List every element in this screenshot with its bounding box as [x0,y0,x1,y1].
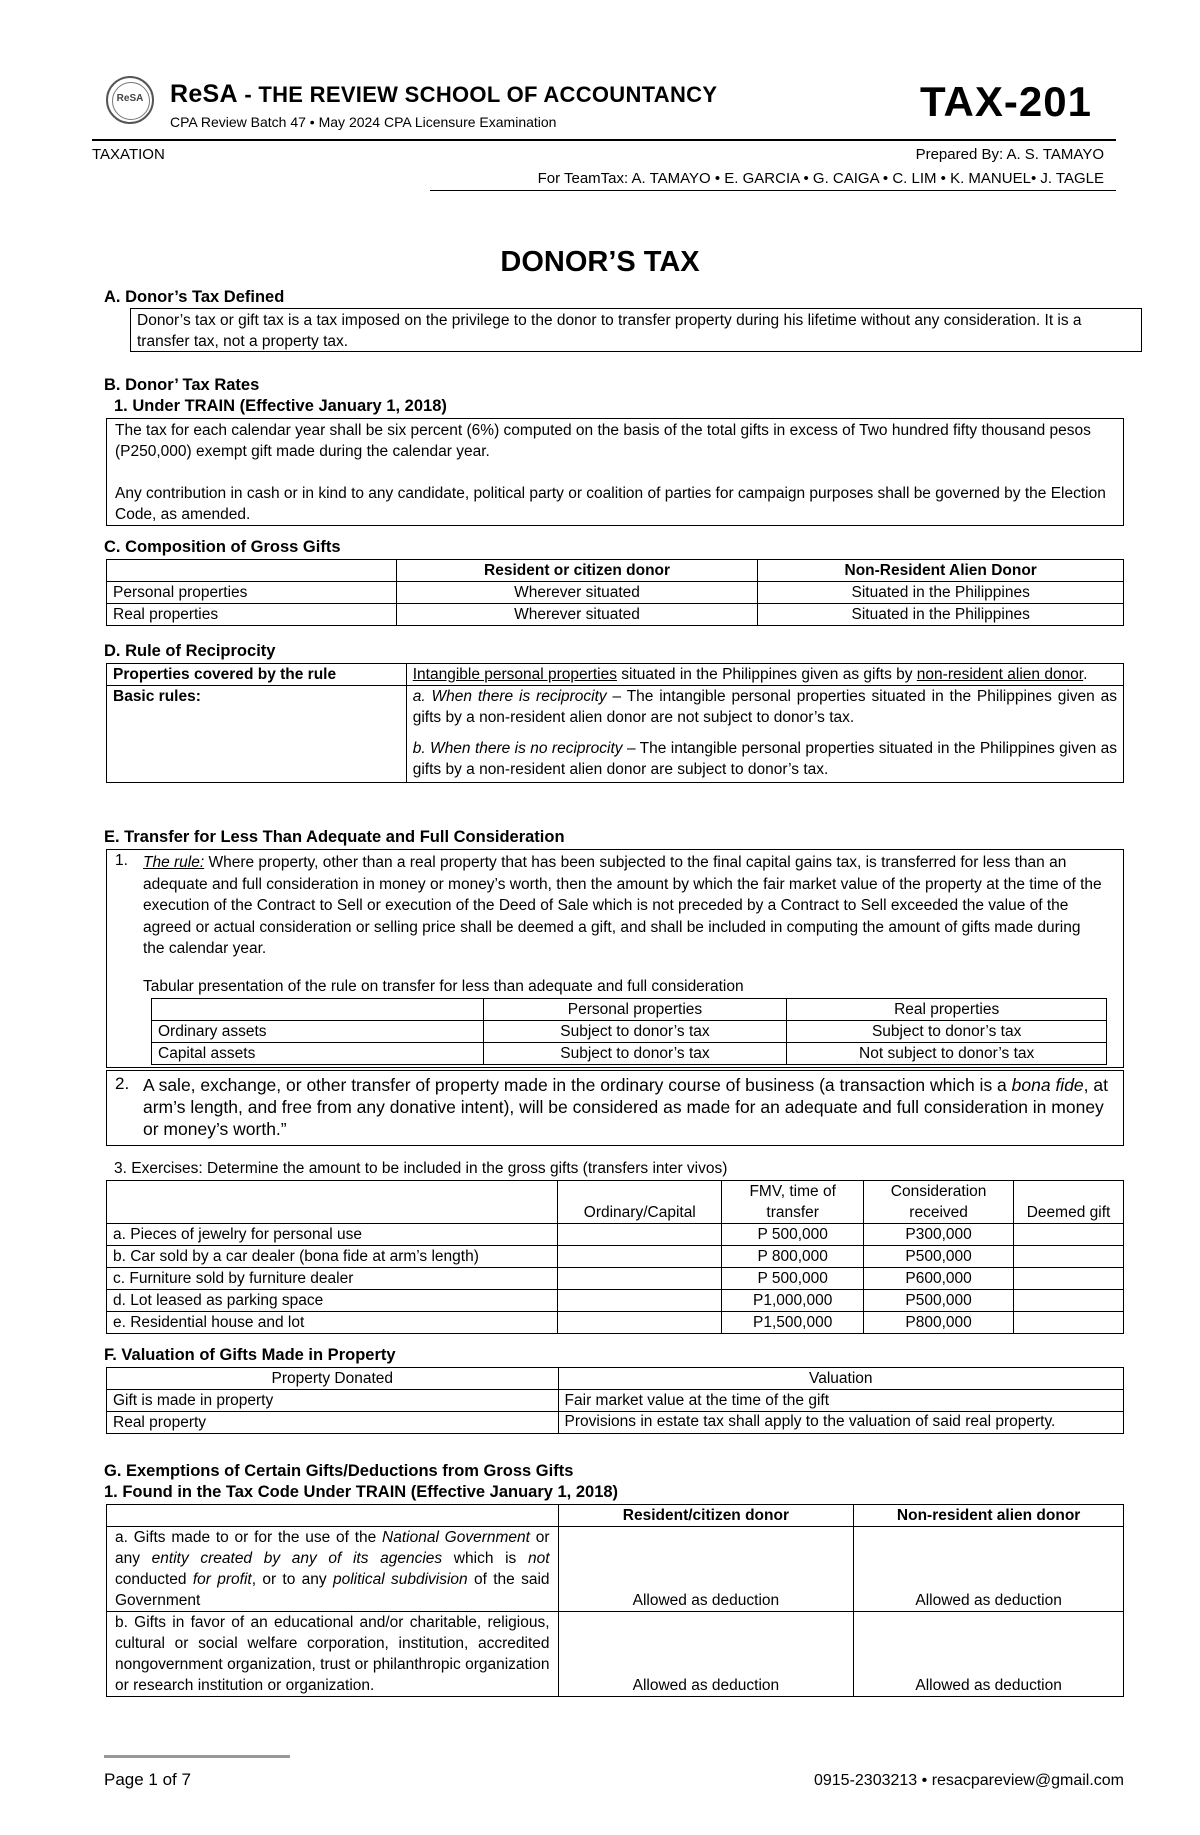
item2-number: 2. [115,1074,130,1093]
item2-body [143,1074,1115,1140]
school-brand: ReSA [170,80,238,108]
subject-label: TAXATION [92,146,165,163]
table-cell: Ordinary/Capital [558,1181,722,1224]
table-cell: Subject to donor’s tax [483,1021,787,1043]
table-row [107,1390,1124,1412]
table-cell: Deemed gift [1014,1181,1124,1224]
table-row [107,1312,1124,1334]
table-cell: P500,000 [864,1290,1014,1312]
table-cell[interactable] [1014,1268,1124,1290]
section-a-box [130,308,1142,352]
contact-info: 0915-2303213 • resacpareview@gmail.com [813,1772,1124,1789]
item2-pre: A sale, exchange, or other transfer of property made in the ordinary course of business (a transaction which is a [143,1075,1012,1095]
table-row [107,1246,1124,1268]
row-a-part: not [527,1550,550,1567]
table-cell: Valuation [558,1368,1123,1390]
table-cell: Allowed as deduction [854,1612,1124,1697]
team-list: For TeamTax: A. TAMAYO • E. GARCIA • G. CAIGA • C. LIM • K. MANUEL• J. TAGLE [537,170,1104,187]
table-cell: P600,000 [864,1268,1014,1290]
table-cell: Consideration received [864,1181,1014,1224]
row-a-part: or any [115,1529,550,1567]
reciprocity-covered-cell [406,664,1123,686]
page-number: Page 1 of 7 [104,1770,191,1789]
school-name [170,80,717,109]
valuation-table [106,1367,1124,1434]
table-cell[interactable] [1014,1290,1124,1312]
table-row [107,1268,1124,1290]
reciprocity-rules-cell [406,686,1123,783]
section-d-heading: D. Rule of Reciprocity [104,642,276,660]
table-cell: P1,500,000 [722,1312,864,1334]
covered-end: . [1083,666,1088,683]
table-cell: Personal properties [107,582,397,604]
reciprocity-label-covered: Properties covered by the rule [107,664,407,686]
gross-gifts-header-resident: Resident or citizen donor [396,560,758,582]
covered-underlined: Intangible personal properties [412,666,617,683]
table-cell[interactable] [1014,1312,1124,1334]
section-e-heading: E. Transfer for Less Than Adequate and Full Consideration [104,828,565,846]
team-rule [430,190,1116,191]
gross-gifts-header-blank [107,560,397,582]
table-cell: FMV, time of transfer [722,1181,864,1224]
table-row [107,1527,1124,1612]
table-cell: Real property [107,1412,559,1434]
table-cell[interactable] [558,1290,722,1312]
table-row [152,1043,1107,1065]
transfer-rule-table [151,998,1107,1065]
table-cell: Allowed as deduction [558,1612,854,1697]
section-b-para1: The tax for each calendar year shall be six percent (6%) computed on the basis of the total gifts in excess of Two hundred fifty thousand pesos (P250,000) exempt gift made during the calendar year. [115,422,1091,460]
row-a-part: entity created by any of its agencies [151,1550,443,1567]
table-cell: Ordinary assets [152,1021,484,1043]
table-cell: P300,000 [864,1224,1014,1246]
covered-mid: situated in the Philippines given as gifts by [616,666,917,683]
table-cell: Resident/citizen donor [558,1505,854,1527]
reciprocity-table [106,663,1124,783]
table-cell: Non-resident alien donor [854,1505,1124,1527]
exemptions-table [106,1504,1124,1697]
table-cell: P800,000 [864,1312,1014,1334]
table-cell: e. Residential house and lot [107,1312,558,1334]
item1-number: 1. [115,852,128,869]
rule-a-text: – The intangible personal properties situated in the Philippines given as gifts by a non-resident alien donor are not subject to donor’s tax. [412,688,1117,726]
table-cell: Provisions in estate tax shall apply to the valuation of said real property. [558,1412,1123,1434]
table-cell: P 500,000 [722,1224,864,1246]
section-b-sub1: 1. Under TRAIN (Effective January 1, 2018) [114,397,447,415]
section-a-heading: A. Donor’s Tax Defined [104,288,285,306]
table-cell [107,1181,558,1224]
tab-caption: Tabular presentation of the rule on transfer for less than adequate and full consideration [143,978,744,995]
footer-rule [104,1755,290,1758]
table-cell: Allowed as deduction [854,1527,1124,1612]
section-c-heading: C. Composition of Gross Gifts [104,538,341,556]
prepared-by: Prepared By: A. S. TAMAYO [915,146,1104,163]
row-a-part: political subdivision [332,1571,468,1588]
table-cell: b. Car sold by a car dealer (bona fide at arm’s length) [107,1246,558,1268]
table-cell[interactable] [558,1312,722,1334]
table-cell[interactable] [558,1224,722,1246]
table-cell: Wherever situated [396,582,758,604]
table-row [107,1224,1124,1246]
row-a-part: conducted [115,1571,193,1588]
course-code: TAX-201 [920,78,1092,125]
table-cell: Personal properties [483,999,787,1021]
table-cell: Property Donated [107,1368,559,1390]
table-cell: Not subject to donor’s tax [787,1043,1107,1065]
table-cell: Subject to donor’s tax [483,1043,787,1065]
row-a-part: which is [442,1550,528,1567]
school-logo [106,76,154,124]
row-a-part: National Government [382,1529,530,1546]
row-a-part: for profit [192,1571,252,1588]
item1-text: Where property, other than a real property that has been subjected to the final capital gains tax, is transferred for less than an adequate and full consideration in money or money’s worth, then the amount by which the fair market value of the property at the time of the execution of the Contract to Sell or execution of the Deed of Sale which is not preceded by a Contract to Sell exceeded the value of the agreed or actual consideration or selling price shall be deemed a gift, and shall be included in computing the amount of gifts made during the calendar year. [143,854,1102,957]
table-cell: Gift is made in property [107,1390,559,1412]
header-rule [92,139,1116,141]
table-cell: Real properties [107,604,397,626]
section-a-text: Donor’s tax or gift tax is a tax imposed on the privilege to the donor to transfer property during his lifetime without any consideration. It is a transfer tax, not a property tax. [137,312,1082,350]
table-cell: Fair market value at the time of the gift [558,1390,1123,1412]
section-b-box [106,418,1124,526]
page-title: DONOR’S TAX [500,246,700,278]
section-f-heading: F. Valuation of Gifts Made in Property [104,1346,396,1364]
table-cell: a. Pieces of jewelry for personal use [107,1224,558,1246]
table-cell[interactable] [1014,1246,1124,1268]
row-a-part: a. Gifts made to or for the use of the [115,1529,383,1546]
table-cell[interactable] [1014,1224,1124,1246]
table-row [107,604,1124,626]
rule-a-label: a. When there is reciprocity [412,688,607,705]
item1-body [143,852,1103,960]
exemption-a-text [107,1527,559,1612]
section-b-heading: B. Donor’ Tax Rates [104,376,260,394]
table-cell: P500,000 [864,1246,1014,1268]
school-name-text: - THE REVIEW SCHOOL OF ACCOUNTANCY [244,82,718,107]
table-cell[interactable] [558,1246,722,1268]
table-cell: c. Furniture sold by furniture dealer [107,1268,558,1290]
table-cell: P 500,000 [722,1268,864,1290]
section-e-box-2 [106,1070,1124,1146]
table-row [152,1021,1107,1043]
table-cell: P1,000,000 [722,1290,864,1312]
section-e-box-1 [106,849,1124,1068]
section-g-heading: G. Exemptions of Certain Gifts/Deductions from Gross Gifts [104,1462,574,1480]
covered-underlined-2: non-resident alien donor [916,666,1084,683]
table-cell: d. Lot leased as parking space [107,1290,558,1312]
section-g-sub1: 1. Found in the Tax Code Under TRAIN (Effective January 1, 2018) [104,1483,619,1501]
logo-text: ReSA [116,93,144,104]
gross-gifts-table [106,559,1124,626]
item2-ital: bona fide [1011,1075,1084,1095]
rule-b-label: b. When there is no reciprocity [412,740,623,757]
table-cell: Subject to donor’s tax [787,1021,1107,1043]
table-cell [152,999,484,1021]
table-cell: Wherever situated [396,604,758,626]
exemption-b-text: b. Gifts in favor of an educational and/or charitable, religious, cultural or social welfare corporation, institution, accredited nongovernment organization, trust or philanthropic organization or research institution or organization. [107,1612,559,1697]
row-a-part: of the said Government [115,1571,550,1609]
table-cell: Situated in the Philippines [758,582,1124,604]
table-row [107,582,1124,604]
table-row [107,1290,1124,1312]
item2-post: , at arm’s length, and free from any donative intent), will be considered as made for an adequate and full consideration in money or money’s worth.” [143,1075,1108,1139]
table-cell: Real properties [787,999,1107,1021]
rule-b-text: – The intangible personal properties situated in the Philippines given as gifts by a non-resident alien donor are subject to donor’s tax. [412,740,1118,778]
table-cell: P 800,000 [722,1246,864,1268]
table-cell [107,1505,559,1527]
exercise-table [106,1180,1124,1334]
table-row [107,1612,1124,1697]
section-b-para2: Any contribution in cash or in kind to any candidate, political party or coalition of parties for campaign purposes shall be governed by the Election Code, as amended. [115,485,1106,523]
batch-info: CPA Review Batch 47 • May 2024 CPA Licensure Examination [170,114,557,130]
gross-gifts-header-nonresident: Non-Resident Alien Donor [758,560,1124,582]
row-a-part: , or to any [251,1571,333,1588]
table-cell: Capital assets [152,1043,484,1065]
table-row [107,1412,1124,1434]
reciprocity-label-rules: Basic rules: [107,686,407,783]
table-cell[interactable] [558,1268,722,1290]
table-cell: Allowed as deduction [558,1527,854,1612]
exercise-title: 3. Exercises: Determine the amount to be included in the gross gifts (transfers inter vivos) [114,1160,728,1177]
item1-label: The rule: [143,854,205,871]
table-cell: Situated in the Philippines [758,604,1124,626]
